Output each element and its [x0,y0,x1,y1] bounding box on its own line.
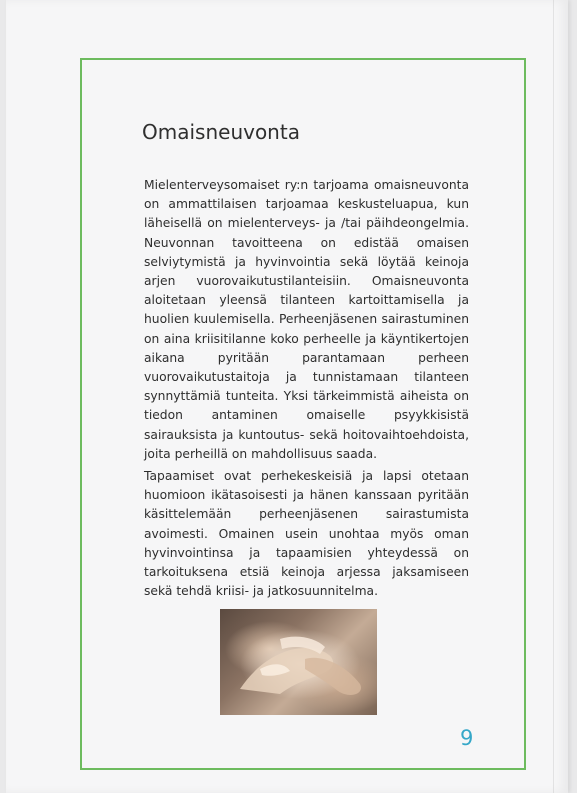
paragraph-1: Mielenterveysomaiset ry:n tarjoama omaisneuvonta on ammattilaisen tarjoamaa keskusteluapua, kun läheisellä on mielenterveys- ja /tai päihdeongelmia. Neuvonnan tavoitteena on edistää omaisen selviytymistä ja hyvinvointia sekä löytää keinoja arjen vuorovaikutustilanteisiin. Omaisneuvonta aloitetaan yleensä tilanteen kartoittamisella ja huolien kuulemisella. Perheenjäsenen sairastuminen on aina kriisitilanne koko perheelle ja käyntikertojen aikana pyritään parantamaan perheen vuorovaikutustaitoja ja tunnistamaan tilanteen synnyttämiä tunteita. Yksi tärkeimmistä aiheista on tiedon antaminen omaiselle psyykkisistä sairauksista ja kuntoutus- sekä hoitovaihtoehdoista, joita perheillä on mahdollisuus saada. [144,178,469,461]
hands-photo [220,609,377,715]
hands-illustration [220,609,377,715]
paper-edge [553,0,554,793]
paragraph-2: Tapaamiset ovat perhekeskeisiä ja lapsi otetaan huomioon ikätasoisesti ja hänen kanssaan pyritään käsittelemään perheenjäsenen sairastumista avoimesti. Omainen usein unohtaa myös oman hyvinvointinsa ja tapaamisien yhteydessä on tarkoituksena etsiä keinoja arjessa jaksamiseen sekä tehdä kriisi- ja jatkosuunnitelma. [144,469,469,599]
page-title: Omaisneuvonta [142,120,300,144]
page-number: 9 [460,726,474,750]
